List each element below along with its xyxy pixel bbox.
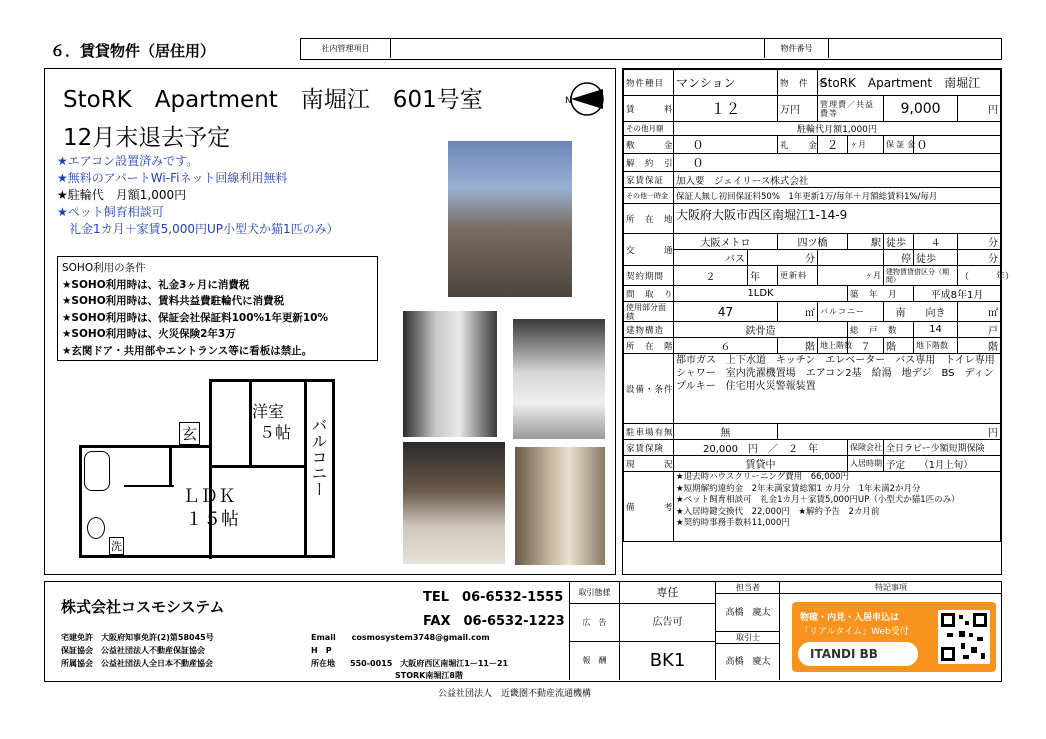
- floor-label: 所 在 階: [624, 338, 674, 354]
- layout-label: 間 取 り: [624, 286, 674, 302]
- floor-unit: 階: [778, 338, 818, 354]
- property-title: StoRK Apartment 南堀江 601号室: [63, 87, 483, 113]
- equip-label: 設備・条件: [624, 354, 674, 424]
- parking-fee-unit: 円: [778, 424, 1001, 440]
- above-unit: 階: [884, 338, 914, 354]
- fee-value: 9,000: [884, 96, 958, 122]
- walk-label: 徒歩: [884, 234, 914, 250]
- area-label: 使用部分面積: [624, 302, 674, 322]
- structure-value: 鉄骨造: [674, 322, 848, 338]
- svg-text:N: N: [565, 96, 572, 106]
- vacate-notice: 12月末退去予定: [63, 125, 231, 151]
- type-value: マンション: [674, 70, 778, 96]
- name-label: 物 件 名: [778, 70, 818, 96]
- license: 宅建免許 大阪府知事免許(2)第58045号: [61, 633, 214, 642]
- units-unit: 戸: [958, 322, 1001, 338]
- onetime-value: 保証人無し初回保証料50% 1年更新1万/毎年＋月額総賃料1%/毎月: [674, 188, 1001, 204]
- term-value: （ 年）: [958, 266, 1001, 286]
- feature-list: [57, 153, 339, 238]
- built-label: 築 年 月: [848, 286, 914, 302]
- transport-label: 交 通: [624, 234, 674, 266]
- section-title: ６．賃貸物件（居住用）: [50, 42, 216, 60]
- rent-unit: 万円: [778, 96, 818, 122]
- name-value: StoRK Apartment 南堀江: [818, 70, 1001, 96]
- dealer-value: 高橋 慶太: [725, 657, 771, 667]
- footer-panel: [44, 581, 1002, 682]
- feature-pet: ★ペット飼育相談可: [57, 205, 164, 219]
- guarantee-assoc: 保証協会 公益社団法人不動産保証協会: [61, 646, 205, 655]
- key-unit: ヶ月: [848, 136, 884, 154]
- ldk-photo: [403, 442, 505, 564]
- key-label: 礼 金: [778, 136, 818, 154]
- floor-value: ６: [674, 338, 778, 354]
- units-label: 総 戸 数: [848, 322, 914, 338]
- qr-code-icon: [938, 610, 990, 664]
- ldk-size: １５帖: [185, 509, 239, 530]
- bus-unit: 分: [748, 250, 818, 266]
- stop-unit: 分: [958, 250, 1001, 266]
- header-bar: [300, 38, 1002, 60]
- units-value: 14: [914, 322, 958, 338]
- soho-item: ★SOHO利用時は、火災保険2年3万: [62, 328, 236, 340]
- western-room-size: ５帖: [259, 423, 292, 442]
- parking-value: 無: [674, 424, 778, 440]
- address-label-footer: 所在地: [311, 659, 335, 668]
- rent-label: 賃 料: [624, 96, 674, 122]
- room-photo: [403, 311, 497, 437]
- walk-value: ４: [914, 234, 958, 250]
- note-item: ★契約時事務手数料11,000円: [676, 518, 790, 528]
- above-value: ７: [848, 338, 884, 354]
- other-label: その他月額: [624, 122, 674, 136]
- other-value: 駐輪代月額1,000円: [674, 122, 1001, 136]
- below-unit: 階: [958, 338, 1001, 354]
- soho-item: ★SOHO利用時は、賃料共益費駐輪代に消費税: [62, 295, 285, 307]
- property-number-field[interactable]: [829, 39, 1000, 58]
- status-value: 賃貸中: [674, 456, 848, 472]
- ad-value: 広告可: [620, 604, 716, 642]
- walk-unit: 分: [958, 234, 1001, 250]
- fee-label: 管理費／共益費等: [818, 96, 884, 122]
- soho-item: ★玄関ドア・共用部やエントランス等に看板は禁止。: [62, 344, 313, 357]
- spec-table: [623, 69, 1015, 542]
- line-value: 大阪メトロ: [674, 234, 778, 250]
- itandi-text2: 「リアルタイム」Web受付: [800, 627, 909, 637]
- onetime-label: その他一時金: [624, 188, 674, 204]
- soho-item: ★SOHO利用時は、礼金3ヶ月に消費税: [62, 278, 250, 291]
- deal-label: 取引態様: [570, 582, 620, 604]
- parking-label: 駐車場有無: [624, 424, 674, 440]
- deal-value: 専任: [620, 582, 716, 604]
- below-label: 地下階数: [914, 338, 958, 354]
- insurance-value: 20,000 円 ／ ２ 年: [674, 440, 848, 456]
- cancel-label: 解 約 引: [624, 154, 674, 172]
- rent-value: １２: [674, 96, 778, 122]
- soho-title: SOHO利用の条件: [62, 262, 146, 274]
- contact-value: 高橋 慶太: [716, 594, 780, 632]
- feature-bicycle: ★駐輪代 月額1,000円: [57, 188, 187, 202]
- status-label: 現 況: [624, 456, 674, 472]
- deal-table: [569, 582, 779, 680]
- fee-unit: 円: [958, 96, 1001, 122]
- toilet-photo: [513, 319, 605, 439]
- balcony-label: バルコニー: [309, 417, 328, 497]
- internal-field[interactable]: [391, 39, 765, 58]
- company-address: 550-0015 大阪府西区南堀江1ー11ー21: [350, 659, 509, 668]
- type-label: 物件種目: [624, 70, 674, 96]
- move-value: 予定 （1月上旬）: [884, 456, 1001, 472]
- tel: TEL 06-6532-1555: [423, 590, 564, 605]
- ins-company-label: 保険会社: [848, 440, 884, 456]
- note-item: ★入居時鍵交換代 22,000円 ★解約予告 2カ月前: [676, 506, 880, 517]
- gcompany-value: 加入要 ジェイリース株式会社: [674, 172, 1001, 188]
- bottom-caption: 公益社団法人 近畿圏不動産流通機構: [438, 689, 592, 699]
- fee-label-footer: 報 酬: [570, 642, 620, 680]
- compass-icon: [565, 79, 605, 119]
- ins-company-value: 全日ラビー少額短期保険: [884, 440, 1001, 456]
- note-item: ★ペット飼育相談可 礼金1カ月＋家賃5,000円UP（小型犬か猫1匹のみ）: [676, 495, 960, 505]
- balcony-label: バルコニー: [818, 302, 884, 322]
- soho-box: [57, 256, 378, 361]
- western-room-label: 洋室: [252, 402, 285, 421]
- station-unit: 駅: [848, 234, 884, 250]
- feature-wifi: ★無料のアパートWi-Fiネット回線利用無料: [57, 171, 288, 185]
- member-assoc: 所属協会 公益社団法人全日本不動産協会: [61, 659, 213, 668]
- term-label: 建物賃貸借区分（期間）: [884, 266, 958, 286]
- renew-unit: ヶ月: [818, 266, 884, 286]
- address-value: 大阪府大阪市西区南堀江1-14-9: [674, 204, 1001, 234]
- balcony-value: 南 向き: [884, 302, 958, 322]
- note-item: ★退去時ハウスクリーニング費用 66,000円: [676, 472, 849, 482]
- address-label: 所 在 地: [624, 204, 674, 234]
- notes-label: 備 考: [624, 472, 674, 542]
- contract-value: ２: [674, 266, 748, 286]
- equip-value: 都市ガス 上下水道 キッチン エレベーター バス専用 トイレ専用 シャワー 室内洗濯機置場 エアコン2基 給湯 地デジ BS ディンプルキー 住宅用火災警報装置: [674, 354, 1001, 424]
- bus-label: バス: [674, 250, 748, 266]
- bathroom-photo: [515, 447, 605, 565]
- station-value: 四ツ橋: [778, 234, 848, 250]
- structure-label: 建物構造: [624, 322, 674, 338]
- company-name: 株式会社コスモシステム: [61, 598, 225, 616]
- guarantee-label: 保 証 金: [884, 136, 914, 154]
- deposit-label: 敷 金: [624, 136, 674, 154]
- above-label: 地上階数: [818, 338, 848, 354]
- property-number-label: 物件番号: [765, 39, 829, 58]
- contract-unit: 年: [748, 266, 778, 286]
- main-panel: [44, 68, 616, 575]
- feature-aircon: ★エアコン設置済みです。: [57, 154, 199, 168]
- fax: FAX 06-6532-1223: [423, 614, 565, 629]
- stop-walk: 徒歩: [914, 250, 958, 266]
- fee-value-footer: BK1: [620, 642, 716, 680]
- internal-label: 社内管理項目: [301, 39, 391, 58]
- email[interactable]: Email cosmosystem3748@gmail.com: [311, 633, 490, 642]
- area-value: 47: [674, 302, 778, 322]
- deposit-value: ０: [674, 136, 778, 154]
- guarantee-value: ０: [914, 136, 1001, 154]
- itandi-brand: ITANDI BB: [810, 647, 878, 661]
- gcompany-label: 家賃保証: [624, 172, 674, 188]
- special-section: [779, 582, 1001, 680]
- layout-value: 1LDK: [674, 286, 848, 302]
- itandi-banner[interactable]: [792, 602, 996, 672]
- renew-label: 更新料: [778, 266, 818, 286]
- ldk-label: ＬＤＫ: [182, 486, 236, 507]
- soho-item: ★SOHO利用時は、保証会社保証料100%1年更新10%: [62, 311, 328, 324]
- note-item: ★短期解約違約金 2年未満家賃総額1 カ月分 1年未満2か月分: [676, 483, 921, 494]
- stop-label: 停: [884, 250, 914, 266]
- building-photo: [448, 141, 572, 297]
- hp: H P: [311, 646, 332, 655]
- balcony-unit: ㎡: [958, 302, 1001, 322]
- wash-label: 洗: [109, 537, 124, 555]
- contract-label: 契約期間: [624, 266, 674, 286]
- cancel-value: ０: [674, 154, 1001, 172]
- spec-panel: [622, 68, 1015, 575]
- key-value: ２: [818, 136, 848, 154]
- feature-pet-detail: 礼金1カ月＋家賃5,000円UP小型犬か猫1匹のみ）: [57, 222, 339, 236]
- entrance-label: 玄: [179, 422, 200, 445]
- built-value: 平成8年1月: [914, 286, 1001, 302]
- move-label: 入居時期: [848, 456, 884, 472]
- special-label: 特記事項: [780, 582, 1002, 594]
- floor-plan: [79, 377, 339, 562]
- company-address2: STORK南堀江8階: [395, 671, 463, 680]
- insurance-label: 家賃保険: [624, 440, 674, 456]
- area-unit: ㎡: [778, 302, 818, 322]
- ad-label: 広 告: [570, 604, 620, 642]
- contact-label: 担当者: [716, 582, 780, 594]
- itandi-text1: 物確・内見・入居申込は: [800, 613, 900, 623]
- dealer-label: 取引士: [716, 632, 780, 644]
